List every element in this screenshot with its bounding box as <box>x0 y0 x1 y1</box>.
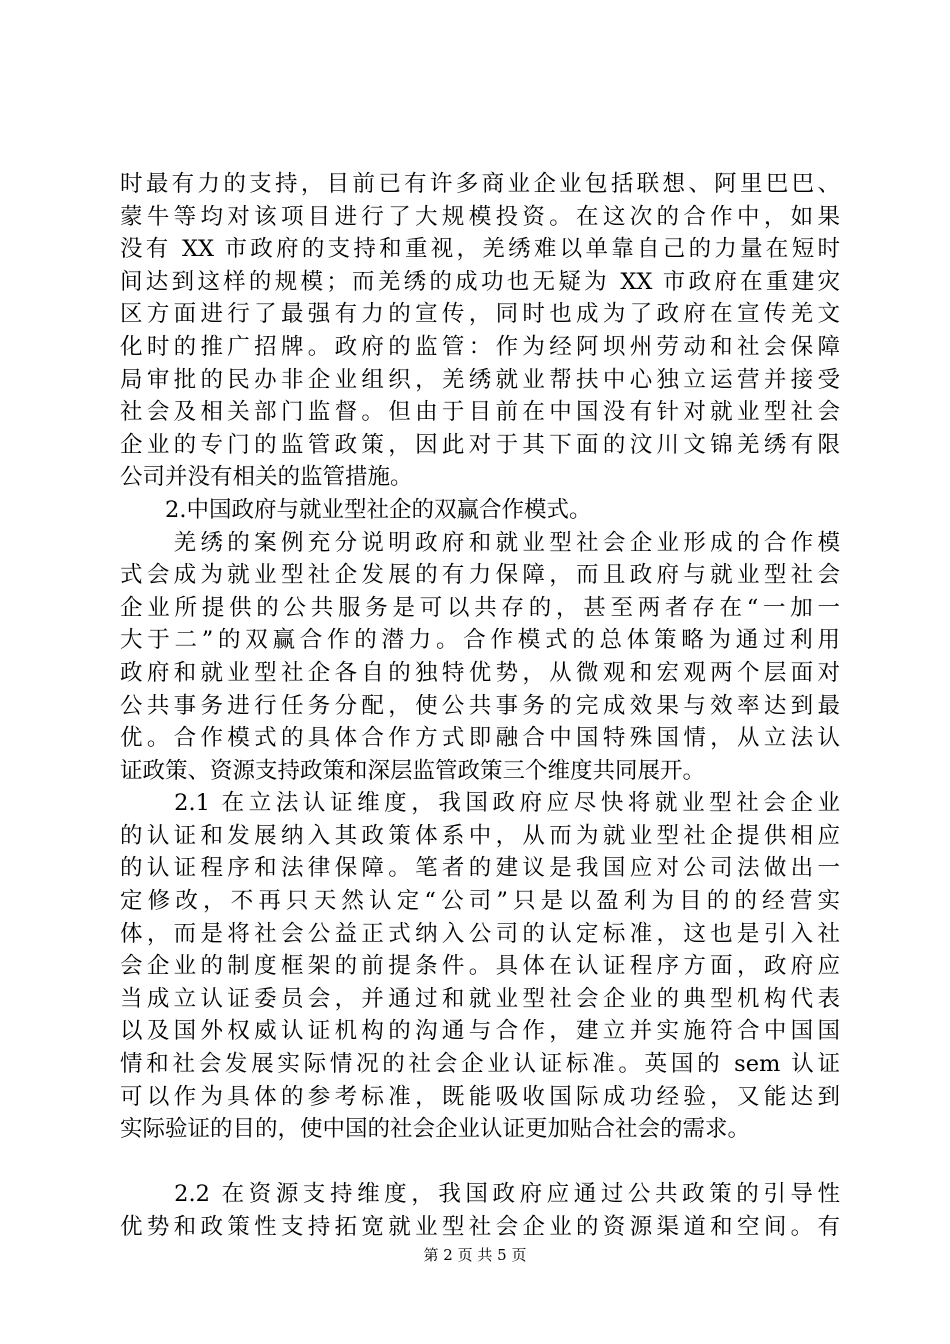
text-line: 没有 XX 市政府的支持和重视，羌绣难以单靠自己的力量在短时 <box>120 236 840 263</box>
text-line: 政府和就业型社企各自的独特优势，从微观和宏观两个层面对 <box>120 659 840 686</box>
text-line: 2.2 在资源支持维度，我国政府应通过公共政策的引导性 <box>120 1181 840 1208</box>
paragraph-section-2-1 <box>120 787 840 1146</box>
text-line: 会企业的制度框架的前提条件。具体在认证程序方面，政府应 <box>120 953 840 980</box>
text-line: 企业的专门的监管政策，因此对于其下面的汶川文锦羌绣有限 <box>120 431 840 458</box>
paragraph-cooperation-model <box>120 527 840 788</box>
paragraph-section-2-2 <box>120 1178 840 1243</box>
text-line: 社会及相关部门监督。但由于目前在中国没有针对就业型社会 <box>120 399 840 426</box>
text-line: 区方面进行了最强有力的宣传，同时也成为了政府在宣传羌文 <box>120 301 840 328</box>
text-line: 体，而是将社会公益正式纳入公司的认定标准，这也是引入社 <box>120 920 840 947</box>
document-body <box>120 168 840 1244</box>
text-line: 化时的推广招牌。政府的监管：作为经阿坝州劳动和社会保障 <box>120 333 840 360</box>
text-line: 公共事务进行任务分配，使公共事务的完成效果与效率达到最 <box>120 692 840 719</box>
text-line: 定修改，不再只天然认定“公司”只是以盈利为目的的经营实 <box>120 888 840 915</box>
text-line: 优。合作模式的具体合作方式即融合中国特殊国情，从立法认 <box>120 725 840 752</box>
paragraph-government-support <box>120 168 840 494</box>
page-number-label: 第 2 页 共 5 页 <box>423 1246 527 1264</box>
text-line: 蒙牛等均对该项目进行了大规模投资。在这次的合作中，如果 <box>120 203 840 230</box>
text-line: 公司并没有相关的监管措施。 <box>120 464 413 491</box>
text-line: 的认证和发展纳入其政策体系中，从而为就业型社企提供相应 <box>120 822 840 849</box>
text-line: 可以作为具体的参考标准，既能吸收国际成功经验，又能达到 <box>120 1083 840 1110</box>
text-line: 时最有力的支持，目前已有许多商业企业包括联想、阿里巴巴、 <box>120 171 840 197</box>
text-line: 当成立认证委员会，并通过和就业型社会企业的典型机构代表 <box>120 985 840 1012</box>
page-footer <box>0 1245 950 1265</box>
text-line: 优势和政策性支持拓宽就业型社会企业的资源渠道和空间。有 <box>120 1214 840 1240</box>
text-line: 情和社会发展实际情况的社会企业认证标准。英国的 sem 认证 <box>120 1051 840 1078</box>
text-line: 大于二”的双赢合作的潜力。合作模式的总体策略为通过利用 <box>120 627 840 654</box>
text-line: 证政策、资源支持政策和深层监管政策三个维度共同展开。 <box>120 757 706 784</box>
text-line: 的认证程序和法律保障。笔者的建议是我国应对公司法做出一 <box>120 855 840 882</box>
text-line: 2.1 在立法认证维度，我国政府应尽快将就业型社会企业 <box>120 790 840 817</box>
text-line: 式会成为就业型社企发展的有力保障，而且政府与就业型社会 <box>120 562 840 589</box>
text-line: 羌绣的案例充分说明政府和就业型社会企业形成的合作模 <box>120 529 840 556</box>
text-line: 实际验证的目的，使中国的社会企业认证更加贴合社会的需求。 <box>120 1116 751 1143</box>
section-heading-2 <box>120 494 840 527</box>
paragraph-spacer <box>120 1146 840 1179</box>
text-line: 间达到这样的规模；而羌绣的成功也无疑为 XX 市政府在重建灾 <box>120 268 840 295</box>
text-line: 企业所提供的公共服务是可以共存的，甚至两者存在“一加一 <box>120 594 840 621</box>
text-line: 以及国外权威认证机构的沟通与合作，建立并实施符合中国国 <box>120 1018 840 1045</box>
text-line: 局审批的民办非企业组织，羌绣就业帮扶中心独立运营并接受 <box>120 366 840 393</box>
section-heading-text: 2.中国政府与就业型社企的双赢合作模式。 <box>120 496 592 523</box>
